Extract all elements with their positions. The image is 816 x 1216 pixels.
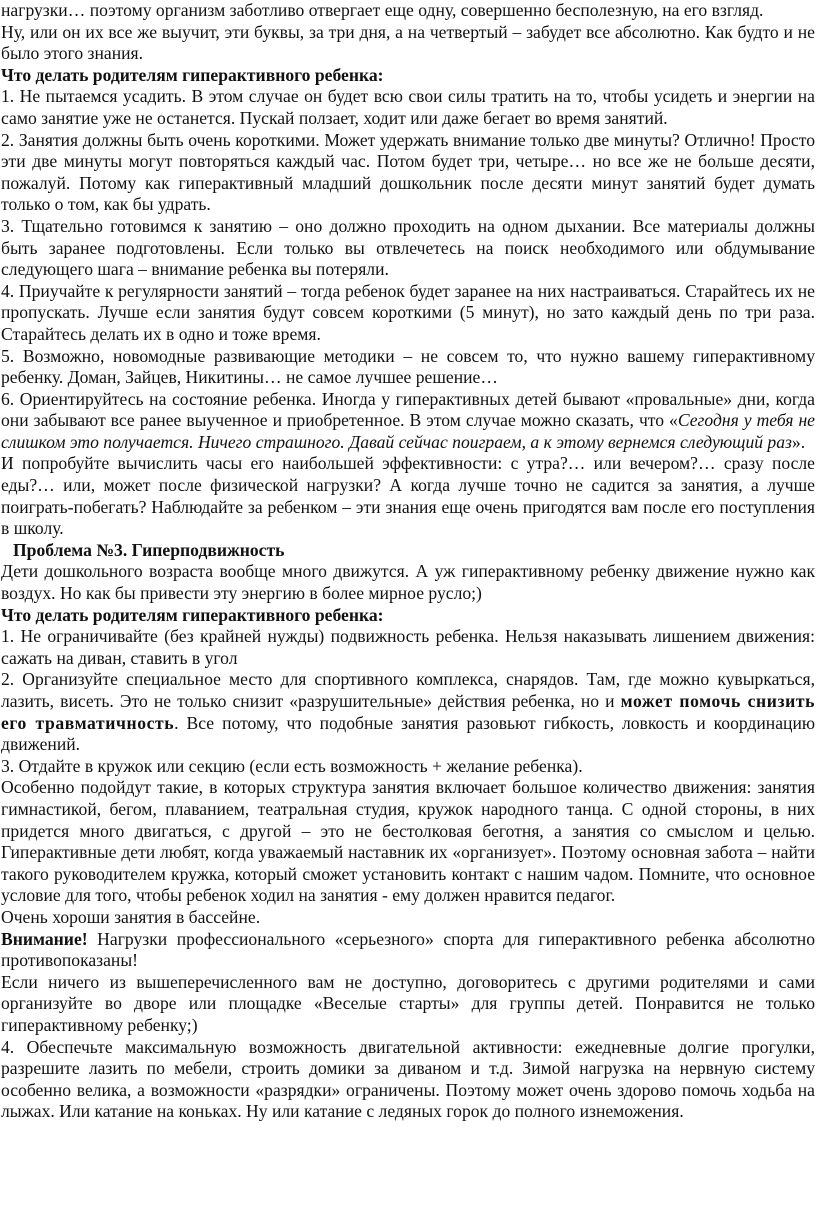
list-item-3: 3. Тщательно готовимся к занятию – оно должно проходить на одном дыхании. Все материалы должны быть заранее подготовлены. Если только вы отвлечетесь на поиск необходимого или обдумывание следующего шага – внимание ребенка вы потеряли.: [1, 215, 815, 280]
list-item-6-quote: Сегодня у тебя не слишком это получается. Ничего страшного. Давай сейчас поиграем, а к этому вернемся следующий раз: [1, 410, 815, 452]
list-item-6-text: 6. Ориентируйтесь на состояние ребенка. Иногда у гиперактивных детей бывают «провальные» дни, когда они забывают все ранее выученное и приобретенное. В этом случае можно сказать, что «: [1, 388, 815, 431]
section-heading-parents-2: Что делать родителям гиперактивного ребенка:: [1, 604, 384, 625]
section-heading-parents-1: Что делать родителям гиперактивного ребенка:: [1, 64, 384, 85]
paragraph-pool: Очень хороши занятия в бассейне.: [1, 906, 261, 927]
movement-item-2-end: . Все потому, что подобные занятия разовьют гибкость, ловкость и координацию движений.: [1, 712, 816, 755]
list-item-6-end: ».: [791, 431, 806, 452]
paragraph-especially: Особенно подойдут такие, в которых структура занятия включает большое количество движения: занятия гимнастикой, бегом, плаванием, театральная студия, кружок народного танца. С одной стороны, в них придется много двигаться, с другой – это не бестолковая беготня, а занятия со смыслом и целью. Гиперактивные дети любят, когда уважаемый наставник их «организует». Поэтому основная забота – найти такого руководителем кружка, который сможет установить контакт с нашим чадом. Помните, что основное условие для того, чтобы ребенок ходил на занятия - ему должен нравится педагог.: [1, 777, 815, 906]
paragraph-letters: Ну, или он их все же выучит, эти буквы, за три дня, а на четвертый – забудет все абсолютно. Как будто и не было этого знания.: [1, 21, 815, 64]
movement-item-2: [1, 669, 815, 755]
attention-text: Нагрузки профессионального «серьезного» спорта для гиперактивного ребенка абсолютно противопоказаны!: [1, 928, 815, 971]
attention-label: Внимание!: [1, 928, 88, 949]
paragraph-intro-continuation: нагрузки… поэтому организм заботливо отвергает еще одну, совершенно бесполезную, на его взгляд.: [1, 0, 764, 20]
paragraph-attention: [1, 929, 815, 972]
movement-item-4: 4. Обеспечьте максимальную возможность двигательной активности: ежедневные долгие прогулки, разрешите лазить по мебели, строить домики за диваном и т.д. Зимой нагрузка на нервную систему особенно велика, а возможности «разрядки» ограничены. Поэтому может очень здорово помочь ходьба на лыжах. Или катание на коньках. Ну или катание с ледяных горок до полного изнеможения.: [1, 1036, 815, 1122]
list-item-1: 1. Не пытаемся усадить. В этом случае он будет всю свои силы тратить на то, чтобы усидеть и энергии на само занятие уже не останется. Пускай ползает, ходит или даже бегает во время занятий.: [1, 86, 815, 128]
paragraph-if-nothing: Если ничего из вышеперечисленного вам не доступно, договоритесь с другими родителями и сами организуйте во дворе или площадке «Веселые старты» для группы детей. Понравится не только гиперактивному ребенку;): [1, 971, 815, 1035]
movement-item-1: 1. Не ограничивайте (без крайней нужды) подвижность ребенка. Нельзя наказывать лишением движения: сажать на диван, ставить в угол: [1, 626, 815, 668]
list-item-2: 2. Занятия должны быть очень короткими. Может удержать внимание только две минуты? Отлично! Просто эти две минуты могут повторяться каждый час. Потом будет три, четыре… но все же не больше десяти, пожалуй. Потому как гиперактивный младший дошкольник после десяти минут занятий будет думать только о том, как бы удрать.: [1, 129, 815, 215]
movement-item-2-emphasis: может помочь снизить его травматичность: [1, 691, 816, 733]
movement-item-2-text: 2. Организуйте специальное место для спортивного комплекса, снарядов. Там, где можно кувыркаться, лазить, висеть. Это не только снизит «разрушительные» действия ребенка, но и: [1, 669, 815, 711]
paragraph-efficiency: И попробуйте вычислить часы его наибольшей эффективности: с утра?… или вечером?… сразу после еды?… или, может после физической нагрузки? А когда лучше точно не садится за занятия, а лучше поиграть-побегать? Наблюдайте за ребенком – эти знания еще очень пригодятся вам после его поступления в школу.: [1, 453, 815, 539]
paragraph-kids-move: Дети дошкольного возраста вообще много движутся. А уж гиперактивному ребенку движение нужно как воздух. Но как бы привести эту энергию в более мирное русло;): [1, 561, 815, 604]
problem-3-heading: Проблема №3. Гиперподвижность: [13, 539, 285, 560]
movement-item-3: 3. Отдайте в кружок или секцию (если есть возможность + желание ребенка).: [1, 755, 583, 776]
list-item-6: [1, 389, 815, 454]
list-item-4: 4. Приучайте к регулярности занятий – тогда ребенок будет заранее на них настраиваться. Старайтесь их не пропускать. Лучше если занятия будут совсем короткими (5 минут), но зато каждый день по три раза. Старайтесь делать их в одно и тоже время.: [1, 280, 815, 344]
list-item-5: 5. Возможно, новомодные развивающие методики – не совсем то, что нужно вашему гиперактивному ребенку. Доман, Зайцев, Никитины… не самое лучшее решение…: [1, 345, 815, 388]
